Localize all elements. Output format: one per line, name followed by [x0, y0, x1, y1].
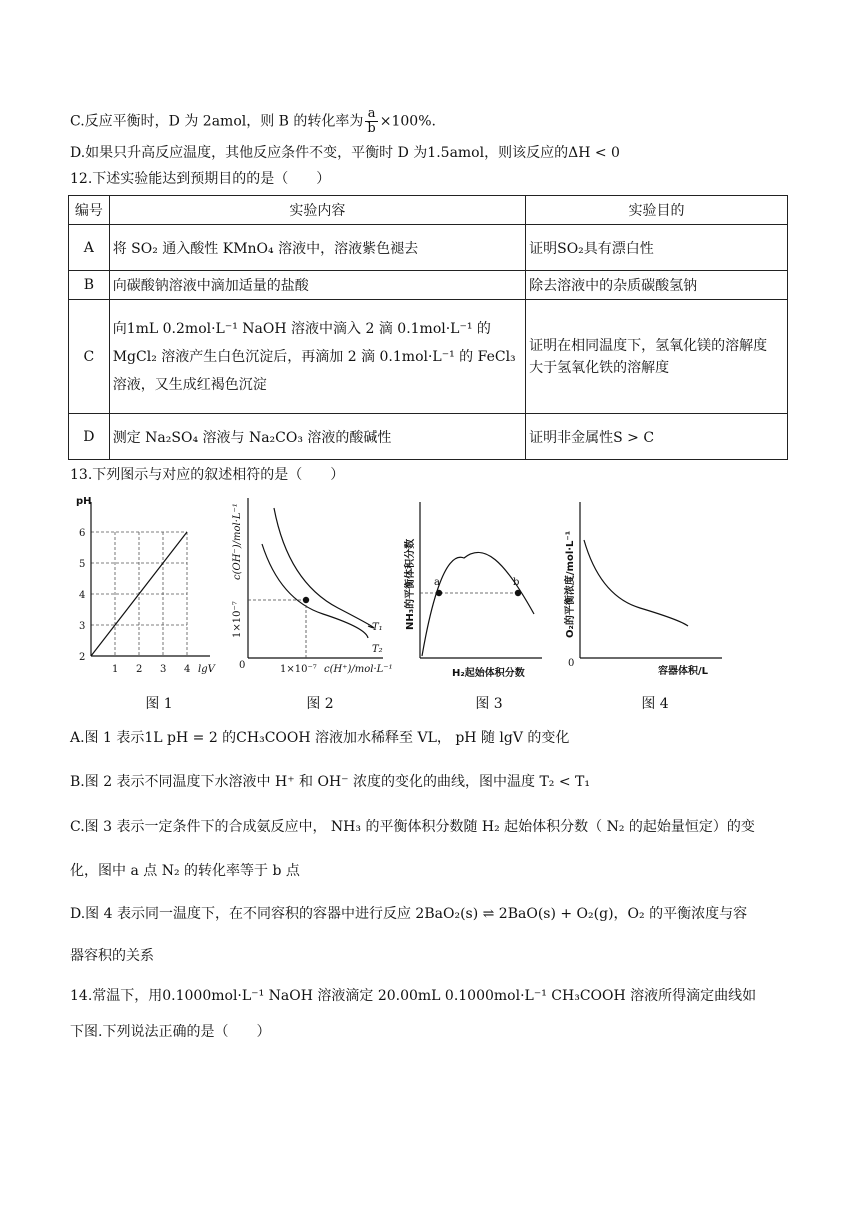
figure-1: [70, 490, 230, 685]
q11-option-c: [70, 107, 436, 136]
header-id: 编号: [69, 196, 110, 225]
experiment-table: [68, 195, 788, 460]
figure-3-point-b: [515, 590, 521, 596]
figure-1-caption: 图 1: [145, 696, 173, 712]
table-row: [69, 300, 788, 414]
row-content: 测定 Na₂SO₄ 溶液与 Na₂CO₃ 溶液的酸碱性: [109, 414, 525, 460]
figure-2-xlabel: c(H⁺)/mol·L⁻¹: [324, 664, 393, 675]
figure-1-xtick: 3: [160, 664, 167, 675]
q13-option-d-line2: 器容积的关系: [70, 948, 154, 964]
fraction-numerator: a: [365, 107, 377, 122]
header-purpose: 实验目的: [526, 196, 788, 225]
figure-4-ylabel: O₂的平衡浓度/mol·L⁻¹: [565, 530, 576, 638]
q14-line1: 14.常温下，用0.1000mol·L⁻¹ NaOH 溶液滴定 20.00mL 0.1000mol·L⁻¹ CH₃COOH 溶液所得滴定曲线如: [70, 988, 757, 1004]
figure-1-ytick: 6: [79, 528, 86, 539]
figure-2-label-t1: T₁: [372, 622, 383, 633]
row-purpose: [526, 300, 788, 414]
fraction-denominator: b: [367, 121, 376, 136]
row-content-line: 向1mL 0.2mol·L⁻¹ NaOH 溶液中滴入 2 滴 0.1mol·L⁻¹ 的: [112, 320, 491, 337]
row-id: D: [69, 414, 110, 460]
figure-1-xtick: 2: [136, 664, 143, 675]
figure-2-xtick: 1×10⁻⁷: [280, 664, 317, 675]
figure-3-point-a: [436, 590, 442, 596]
row-content: [109, 300, 525, 414]
row-id: C: [69, 300, 110, 414]
q13-option-d-line1: D.图 4 表示同一温度下，在不同容积的容器中进行反应 2BaO₂(s) ⇌ 2BaO(s) + O₂(g)，O₂ 的平衡浓度与容: [70, 906, 748, 922]
row-purpose: 除去溶液中的杂质碳酸氢钠: [526, 271, 788, 300]
figure-3-label-b: b: [513, 577, 520, 588]
figure-1-ytick: 3: [79, 621, 86, 632]
figure-1-xlabel: lgV: [198, 664, 215, 675]
row-content: 将 SO₂ 通入酸性 KMnO₄ 溶液中，溶液紫色褪去: [109, 225, 525, 271]
figure-2: [228, 490, 398, 685]
figure-4-xlabel: 容器体积/L: [658, 666, 709, 677]
q13-option-c-line2: 化，图中 a 点 N₂ 的转化率等于 b 点: [70, 863, 300, 879]
table-row: [69, 271, 788, 300]
row-purpose-line: 大于氢氧化铁的溶解度: [529, 359, 670, 376]
figure-2-label-t2: T₂: [372, 644, 383, 655]
figure-4-caption: 图 4: [641, 696, 669, 712]
q13-title: 13.下列图示与对应的叙述相符的是（ ）: [70, 467, 345, 483]
row-purpose: 证明非金属性S > C: [526, 414, 788, 460]
figure-3-caption: 图 3: [475, 696, 503, 712]
row-content-line: MgCl₂ 溶液产生白色沉淀后，再滴加 2 滴 0.1mol·L⁻¹ 的 FeCl₃: [112, 348, 516, 365]
figure-3-ylabel: NH₃的平衡体积分数: [405, 538, 416, 630]
figure-1-ytick: 5: [79, 559, 86, 570]
q14-line2: 下图.下列说法正确的是（ ）: [70, 1024, 271, 1040]
figure-2-ylabel: c(OH⁻)/mol·L⁻¹: [232, 503, 243, 580]
figure-2-caption: 图 2: [306, 696, 334, 712]
figure-2-origin: 0: [239, 660, 246, 671]
row-content-line: 溶液，又生成红褐色沉淀: [112, 376, 267, 393]
figure-3-label-a: a: [434, 577, 440, 588]
figure-1-ytick: 2: [79, 652, 86, 663]
q12-title: 12.下述实验能达到预期目的的是（ ）: [70, 171, 331, 187]
figure-3: [400, 490, 560, 685]
row-purpose-line: 证明在相同温度下，氢氧化镁的溶解度: [529, 337, 768, 354]
q13-option-c-line1: C.图 3 表示一定条件下的合成氨反应中， NH₃ 的平衡体积分数随 H₂ 起始体积分数（ N₂ 的起始量恒定）的变: [70, 819, 755, 835]
figure-4: [560, 490, 735, 685]
header-content: 实验内容: [109, 196, 525, 225]
figure-1-xtick: 1: [112, 664, 119, 675]
figure-2-ytick: 1×10⁻⁷: [232, 601, 243, 638]
figure-4-origin: 0: [568, 658, 575, 669]
figure-3-xlabel: H₂起始体积分数: [452, 668, 525, 679]
figure-4-curve: [584, 540, 688, 626]
figure-1-ytick: 4: [79, 590, 86, 601]
table-header-row: [69, 196, 788, 225]
row-id: B: [69, 271, 110, 300]
q13-option-b: B.图 2 表示不同温度下水溶液中 H⁺ 和 OH⁻ 浓度的变化的曲线，图中温度 T₂ < T₁: [70, 774, 591, 790]
table-row: [69, 225, 788, 271]
row-content: 向碳酸钠溶液中滴加适量的盐酸: [109, 271, 525, 300]
q13-option-a: A.图 1 表示1L pH = 2 的CH₃COOH 溶液加水稀释至 VL， pH 随 lgV 的变化: [70, 730, 570, 746]
fraction: [365, 107, 377, 136]
q11-option-c-suffix: ×100%.: [379, 113, 436, 130]
q11-option-d: D.如果只升高反应温度，其他反应条件不变，平衡时 D 为1.5amol，则该反应的ΔH < 0: [70, 145, 620, 161]
figure-2-point: [303, 597, 309, 603]
row-purpose: 证明SO₂具有漂白性: [526, 225, 788, 271]
figure-1-xtick: 4: [184, 664, 191, 675]
figure-1-ylabel: pH: [76, 496, 92, 507]
row-id: A: [69, 225, 110, 271]
figure-2-curve-t1: [274, 508, 374, 628]
figure-3-curve: [422, 552, 534, 656]
table-row: [69, 414, 788, 460]
q11-option-c-text: C.反应平衡时，D 为 2amol，则 B 的转化率为: [70, 113, 364, 130]
